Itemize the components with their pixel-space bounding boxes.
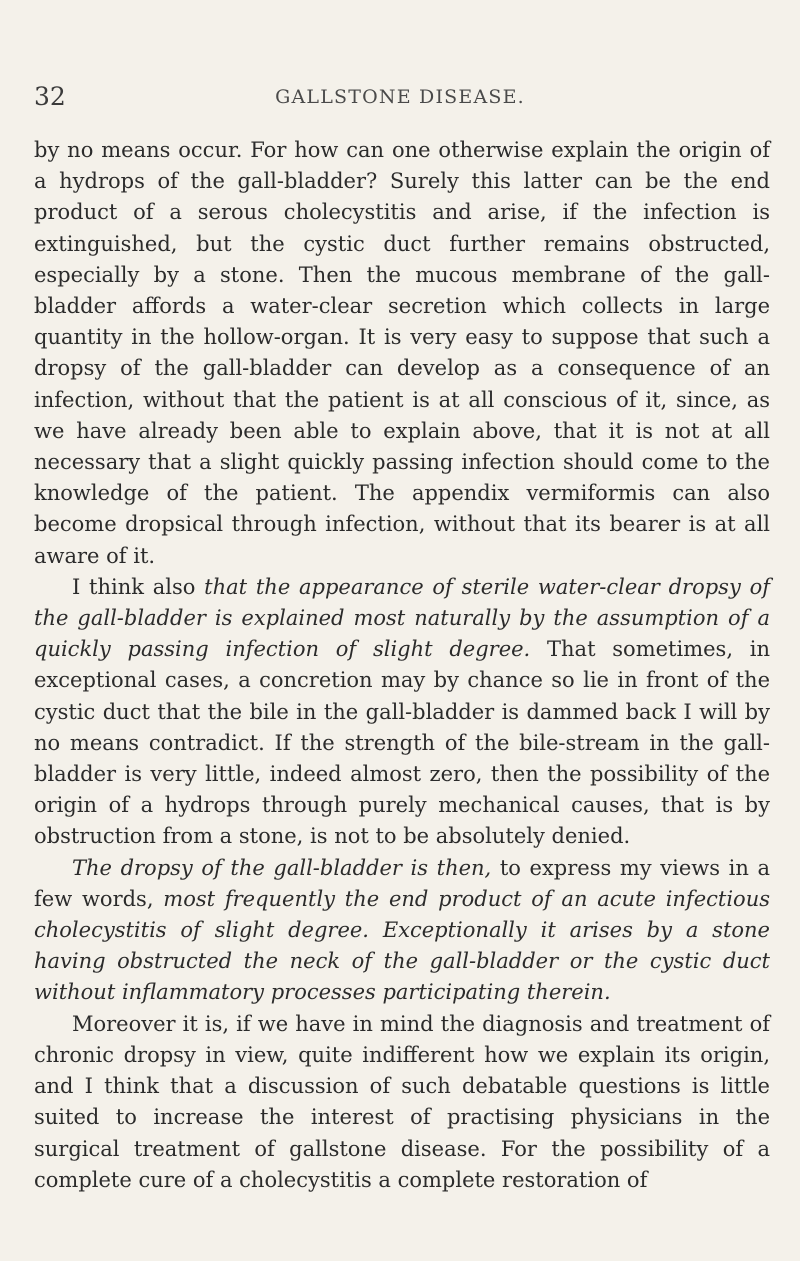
paragraph: [34, 135, 770, 572]
italic-text-run: most frequently the end product of an acute infectious cholecystitis of slight degree. Exceptionally it arises by a stone having obstructed the neck of the gall-bladder or the cystic duct without inflammatory processes participating therein.: [34, 886, 771, 1005]
paragraph: [34, 572, 770, 853]
italic-text-run: that the appearance of sterile water-clear dropsy of the gall-bladder is explained most naturally by the assumption of a quickly passing infection of slight degree.: [34, 574, 770, 662]
italic-text-run: The dropsy of the gall-bladder is then,: [72, 855, 492, 880]
page-number: 32: [34, 82, 66, 111]
text-run: That sometimes, in exceptional cases, a concretion may by chance so lie in front of the cystic duct that the bile in the gall-bladder is dammed back I will by no means contradict. If the strength of the bile-stream in the gall-bladder is very little, indeed almost zero, then the possibility of the origin of a hydrops through purely mechanical causes, that is by obstruction from a stone, is not to be absolutely denied.: [34, 637, 770, 849]
text-run: I think also: [72, 574, 205, 599]
paragraph: [34, 1009, 770, 1196]
page-header: [0, 82, 800, 122]
text-run: to express my views in a few words,: [34, 855, 770, 911]
text-run: by no means occur. For how can one otherwise explain the origin of a hydrops of the gall-bladder? Surely this latter can be the end product of a serous cholecystitis and arise, if the infection is extinguished, but the cystic duct further remains obstructed, especially by a stone. Then the mucous membrane of the gall-bladder affords a water-clear secretion which collects in large quantity in the hollow-organ. It is very easy to suppose that such a dropsy of the gall-bladder can develop as a consequence of an infection, without that the patient is at all conscious of it, since, as we have already been able to explain above, that it is not at all necessary that a slight quickly passing infection should come to the knowledge of the patient. The appendix vermiformis can also become dropsical through infection, without that its bearer is at all aware of it.: [34, 138, 770, 568]
paragraph: [34, 853, 770, 1009]
text-run: Moreover it is, if we have in mind the diagnosis and treatment of chronic dropsy in view, quite indifferent how we explain its origin, and I think that a discussion of such debatable questions is little suited to increase the interest of practising physicians in the surgical treatment of gallstone disease. For the possibility of a complete cure of a cholecystitis a complete restoration of: [34, 1011, 770, 1192]
body-text: [34, 135, 770, 1196]
running-title: GALLSTONE DISEASE.: [275, 86, 525, 108]
